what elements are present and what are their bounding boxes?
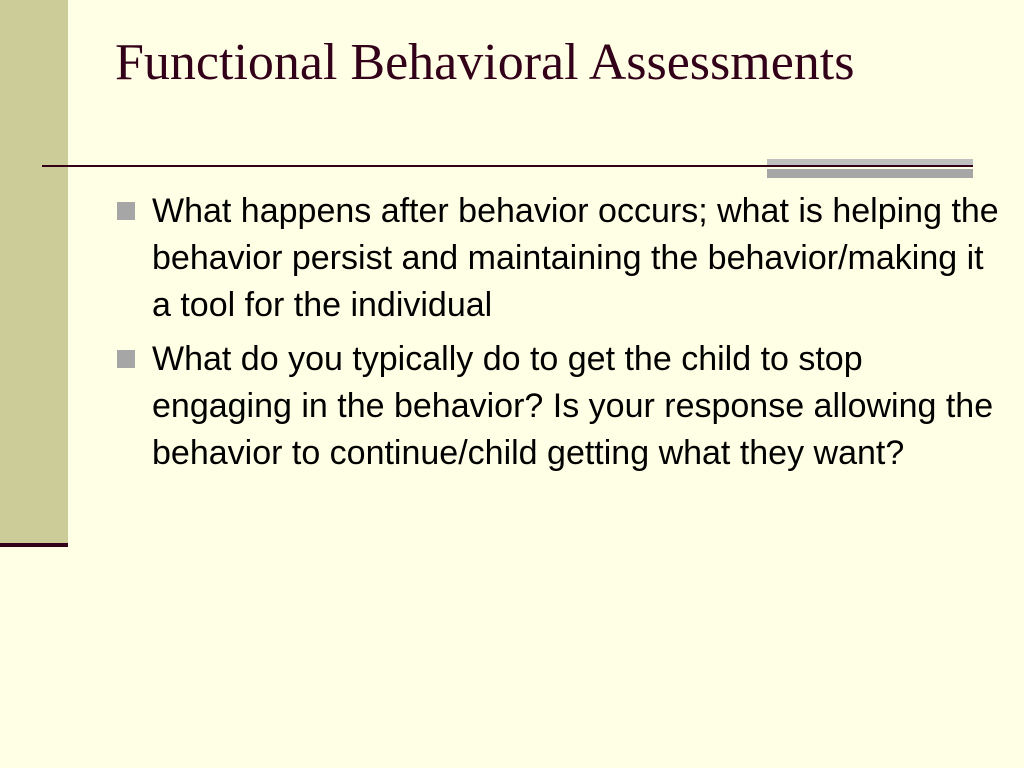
- side-decorative-bar: [0, 0, 68, 545]
- bullet-item: [115, 188, 1005, 329]
- square-bullet-icon: [117, 350, 135, 368]
- bullet-item: [115, 336, 1005, 477]
- slide-title: Functional Behavioral Assessments: [115, 34, 855, 91]
- side-bar-underline: [0, 543, 68, 547]
- title-divider-line: [42, 165, 973, 167]
- accent-bar-bottom: [767, 169, 973, 178]
- bullet-text: What happens after behavior occurs; what is helping the behavior persist and maintaining the behavior/making it a tool for the individual: [152, 192, 999, 324]
- bullet-text: What do you typically do to get the child to stop engaging in the behavior? Is your response allowing the behavior to continue/child getting what they want?: [152, 340, 994, 472]
- accent-bar-top: [767, 159, 973, 165]
- bullet-list: [115, 188, 1005, 484]
- square-bullet-icon: [117, 202, 135, 220]
